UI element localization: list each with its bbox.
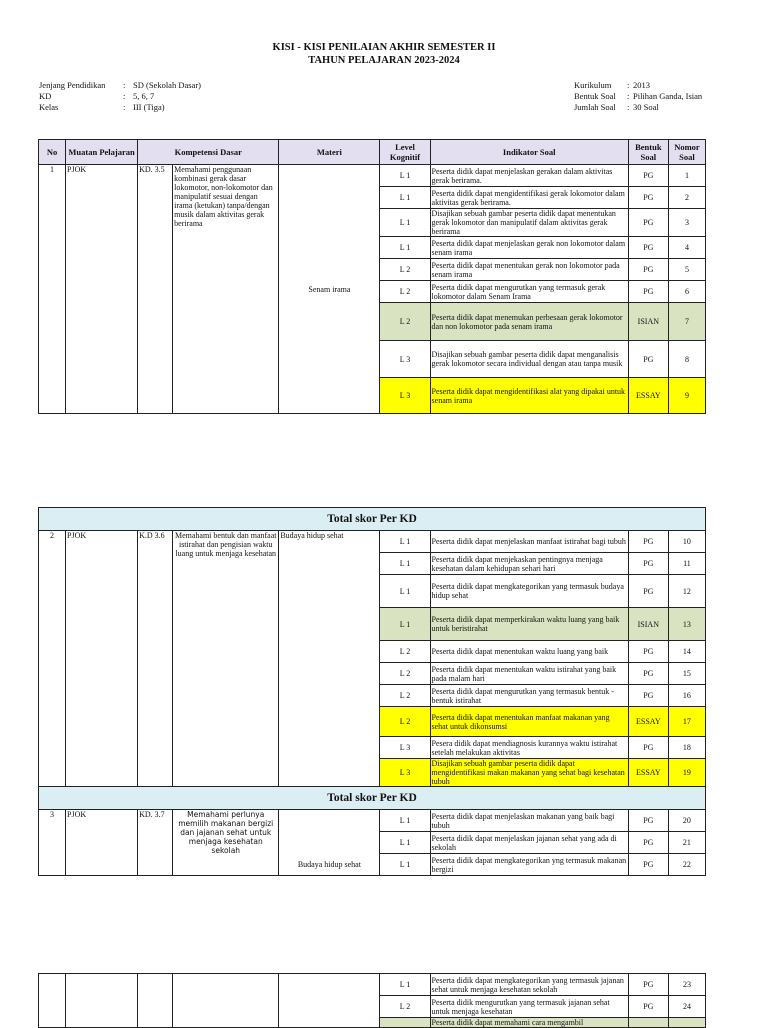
meta-row-kurikulum bbox=[574, 80, 702, 91]
row-no: 2 bbox=[39, 531, 66, 787]
col-header-indikator: Indikator Soal bbox=[430, 140, 628, 165]
row-nomor: 8 bbox=[668, 341, 705, 378]
row-indikator: Peserta didik dapat mengkategorikan yang termasuk jajanan sehat untuk menjaga kesehatan sekolah bbox=[430, 974, 628, 996]
total-skor-label: Total skor Per KD bbox=[39, 508, 706, 531]
row-level: L 2 bbox=[380, 685, 430, 707]
meta-value: III (Tiga) bbox=[133, 102, 165, 112]
meta-value: 30 Soal bbox=[633, 102, 659, 112]
row-bentuk: ESSAY bbox=[628, 707, 668, 737]
row-kd-code-empty bbox=[138, 974, 173, 1028]
table-row bbox=[39, 531, 706, 553]
row-materi: Senam irama bbox=[279, 165, 380, 414]
row-bentuk bbox=[628, 1018, 668, 1028]
row-indikator: Peserta didik dapat menentukan waktu luang yang baik bbox=[430, 641, 628, 663]
row-indikator: Peserta didik dapat memperkirakan waktu luang yang baik untuk beristirahat bbox=[430, 608, 628, 641]
row-muatan-empty bbox=[66, 974, 138, 1028]
meta-value: Pilihan Ganda, Isian bbox=[633, 91, 703, 101]
row-nomor: 15 bbox=[668, 663, 705, 685]
meta-sep: : bbox=[627, 91, 630, 101]
row-nomor: 6 bbox=[668, 281, 705, 303]
row-level: L 1 bbox=[380, 209, 430, 237]
meta-row-jumlah-soal bbox=[574, 102, 702, 113]
row-materi: Budaya hidup sehat bbox=[279, 531, 380, 787]
row-indikator: Peserta didik dapat mengidentifikasi alat yang dipakai untuk senam irama bbox=[430, 378, 628, 414]
meta-row-jenjang bbox=[39, 80, 201, 91]
row-level: L 1 bbox=[380, 974, 430, 996]
table-row bbox=[39, 974, 706, 996]
row-level: L 2 bbox=[380, 303, 430, 341]
meta-sep: : bbox=[627, 80, 630, 90]
row-indikator: Disajikan sebuah gambar peserta didik dapat menganalisis gerak lokomotor secara individual dengan atau tanpa musik bbox=[430, 341, 628, 378]
row-indikator: Peserta didik dapat mengkategorikan yng termasuk makanan bergizi bbox=[430, 854, 628, 876]
col-header-nomor: Nomor Soal bbox=[668, 140, 705, 165]
table-row bbox=[39, 165, 706, 187]
row-kd-text: Memahami perlunya memilih makanan bergizi dan jajanan sehat untuk menjaga kesehatan sekolah bbox=[173, 810, 279, 876]
row-level: L 1 bbox=[380, 531, 430, 553]
row-indikator: Peserta didik dapat menjelaskan makanan yang baik bagi tubuh bbox=[430, 810, 628, 832]
meta-value: SD (Sekolah Dasar) bbox=[133, 80, 201, 90]
row-bentuk: PG bbox=[628, 187, 668, 209]
row-indikator: Peserta didik dapat menjelaskan gerak non lokomotor dalam senam irama bbox=[430, 237, 628, 259]
row-nomor: 16 bbox=[668, 685, 705, 707]
meta-row-kd bbox=[39, 91, 201, 102]
row-nomor: 17 bbox=[668, 707, 705, 737]
row-level: L 1 bbox=[380, 165, 430, 187]
kisi-table-section-2-3 bbox=[38, 507, 706, 876]
row-nomor: 22 bbox=[668, 854, 705, 876]
total-row bbox=[39, 508, 706, 531]
row-indikator: Peserta didik mengurutkan yang termasuk jajanan sehat untuk menjaga kesehatan bbox=[430, 996, 628, 1018]
row-indikator: Peserta didik dapat mengurutkan yang termasuk bentuk -bentuk istirahat bbox=[430, 685, 628, 707]
row-bentuk: PG bbox=[628, 685, 668, 707]
row-level: L 1 bbox=[380, 854, 430, 876]
row-bentuk: ESSAY bbox=[628, 378, 668, 414]
col-header-kompetensi: Kompetensi Dasar bbox=[138, 140, 279, 165]
row-bentuk: PG bbox=[628, 209, 668, 237]
row-kd-code: KD. 3.7 bbox=[138, 810, 173, 876]
row-indikator: Peserta didik dapat menjelaskan gerakan dalam aktivitas gerak berirama. bbox=[430, 165, 628, 187]
row-level: L 1 bbox=[380, 575, 430, 608]
meta-sep: : bbox=[627, 102, 630, 112]
col-header-materi: Materi bbox=[279, 140, 380, 165]
kisi-table-continuation bbox=[38, 973, 706, 1028]
row-nomor bbox=[668, 1018, 705, 1028]
row-bentuk: PG bbox=[628, 259, 668, 281]
row-indikator: Peserta didik dapat menemukan perbesaan gerak lokomotor dan non lokomotor pada senam irama bbox=[430, 303, 628, 341]
row-bentuk: PG bbox=[628, 531, 668, 553]
meta-value: 2013 bbox=[633, 80, 650, 90]
row-indikator: Peserta didik dapat menentukan manfaat makanan yang sehat untuk dikonsumsi bbox=[430, 707, 628, 737]
row-nomor: 21 bbox=[668, 832, 705, 854]
row-nomor: 11 bbox=[668, 553, 705, 575]
row-bentuk: ISIAN bbox=[628, 303, 668, 341]
row-materi-empty bbox=[279, 974, 380, 1028]
row-kd-code: KD. 3.5 bbox=[138, 165, 173, 414]
row-level: L 2 bbox=[380, 663, 430, 685]
row-bentuk: PG bbox=[628, 237, 668, 259]
row-bentuk: ESSAY bbox=[628, 759, 668, 787]
meta-sep: : bbox=[123, 80, 126, 90]
meta-row-bentuk-soal bbox=[574, 91, 702, 102]
row-nomor: 7 bbox=[668, 303, 705, 341]
meta-right bbox=[574, 80, 702, 113]
row-indikator: Pesera didik dapat mendiagnosis kurannya waktu istirahat setelah melakukan aktivitas bbox=[430, 737, 628, 759]
meta-label: Kurikulum bbox=[574, 80, 612, 90]
row-muatan: PJOK bbox=[66, 531, 138, 787]
kisi-table-section-1 bbox=[38, 139, 706, 414]
row-level: L 1 bbox=[380, 187, 430, 209]
row-indikator: Peserta didik dapat mengidentifikasi gerak lokomotor dalam aktivitas gerak berirama. bbox=[430, 187, 628, 209]
meta-sep: : bbox=[123, 102, 126, 112]
total-skor-label: Total skor Per KD bbox=[39, 787, 706, 810]
col-header-bentuk: Bentuk Soal bbox=[628, 140, 668, 165]
row-indikator: Peserta didik dapat menentukan gerak non lokomotor pada senam irama bbox=[430, 259, 628, 281]
row-bentuk: PG bbox=[628, 341, 668, 378]
row-indikator: Peserta didik dapat memahami cara mengambil bbox=[430, 1018, 628, 1028]
meta-value: 5, 6, 7 bbox=[133, 91, 155, 101]
table-row bbox=[39, 810, 706, 832]
meta-label: Jenjang Pendidikan bbox=[39, 80, 106, 90]
row-level: L 1 bbox=[380, 832, 430, 854]
row-bentuk: PG bbox=[628, 165, 668, 187]
meta-label: Bentuk Soal bbox=[574, 91, 616, 101]
row-indikator: Peserta didik dapat menentukan waktu istirahat yang baik pada malam hari bbox=[430, 663, 628, 685]
row-bentuk: PG bbox=[628, 281, 668, 303]
row-indikator: Peserta didik dapat mengkategorikan yang termasuk budaya hidup sehat bbox=[430, 575, 628, 608]
row-level: L 2 bbox=[380, 996, 430, 1018]
row-bentuk: PG bbox=[628, 641, 668, 663]
row-nomor: 19 bbox=[668, 759, 705, 787]
row-nomor: 20 bbox=[668, 810, 705, 832]
row-bentuk: PG bbox=[628, 737, 668, 759]
row-nomor: 5 bbox=[668, 259, 705, 281]
row-bentuk: ISIAN bbox=[628, 608, 668, 641]
row-nomor: 4 bbox=[668, 237, 705, 259]
col-header-no: No bbox=[39, 140, 66, 165]
row-nomor: 23 bbox=[668, 974, 705, 996]
row-nomor: 3 bbox=[668, 209, 705, 237]
row-level: L 3 bbox=[380, 737, 430, 759]
row-indikator: Disajikan sebuah gambar peserta didik dapat menentukan gerak lokomotor dan manipulatif dalam aktivitas gerak berirama bbox=[430, 209, 628, 237]
row-level: L 3 bbox=[380, 378, 430, 414]
row-nomor: 18 bbox=[668, 737, 705, 759]
row-level: L 1 bbox=[380, 237, 430, 259]
row-materi: Budaya hidup sehat bbox=[279, 810, 380, 876]
row-kd-text-empty bbox=[173, 974, 279, 1028]
row-indikator: Peserta didik dapat menjelaskan jajanan sehat yang ada di sekolah bbox=[430, 832, 628, 854]
meta-label: KD bbox=[39, 91, 52, 101]
row-nomor: 9 bbox=[668, 378, 705, 414]
row-level: L 1 bbox=[380, 810, 430, 832]
row-bentuk: PG bbox=[628, 663, 668, 685]
row-nomor: 2 bbox=[668, 187, 705, 209]
row-bentuk: PG bbox=[628, 854, 668, 876]
row-bentuk: PG bbox=[628, 553, 668, 575]
row-level: L 3 bbox=[380, 759, 430, 787]
row-nomor: 13 bbox=[668, 608, 705, 641]
row-level: L 2 bbox=[380, 281, 430, 303]
row-bentuk: PG bbox=[628, 974, 668, 996]
row-kd-text: Memahami bentuk dan manfaat istirahat dan pengisian waktu luang untuk menjaga kesehatan bbox=[173, 531, 279, 787]
row-no: 3 bbox=[39, 810, 66, 876]
row-kd-code: K.D 3.6 bbox=[138, 531, 173, 787]
col-header-muatan: Muatan Pelajaran bbox=[66, 140, 138, 165]
total-row bbox=[39, 787, 706, 810]
row-nomor: 24 bbox=[668, 996, 705, 1018]
row-muatan: PJOK bbox=[66, 810, 138, 876]
row-indikator: Peserta didik dapat menjelaskan manfaat istirahat bagi tubuh bbox=[430, 531, 628, 553]
row-nomor: 10 bbox=[668, 531, 705, 553]
row-level: L 2 bbox=[380, 259, 430, 281]
row-bentuk: PG bbox=[628, 996, 668, 1018]
row-nomor: 12 bbox=[668, 575, 705, 608]
row-muatan: PJOK bbox=[66, 165, 138, 414]
meta-sep: : bbox=[123, 91, 126, 101]
row-level: L 2 bbox=[380, 707, 430, 737]
table-header-row bbox=[39, 140, 706, 165]
row-no-empty bbox=[39, 974, 66, 1028]
meta-left bbox=[39, 80, 201, 113]
row-bentuk: PG bbox=[628, 575, 668, 608]
row-indikator: Peserta didik dapat mengurutkan yang termasuk gerak lokomotor dalam Senam Irama bbox=[430, 281, 628, 303]
row-kd-text: Memahami penggunaan kombinasi gerak dasar lokomotor, non-lokomotor dan manipulatif sesuai dengan irama (ketukan) tanpa/dengan musik dalam aktivitas gerak berirama bbox=[173, 165, 279, 414]
row-indikator: Peserta didik dapat menjekaskan pentingnya menjaga kesehatan dalam kehidupan sehari hari bbox=[430, 553, 628, 575]
row-level: L 1 bbox=[380, 608, 430, 641]
row-nomor: 1 bbox=[668, 165, 705, 187]
row-no: 1 bbox=[39, 165, 66, 414]
row-bentuk: PG bbox=[628, 810, 668, 832]
meta-label: Kelas bbox=[39, 102, 59, 112]
document-subtitle: TAHUN PELAJARAN 2023-2024 bbox=[308, 55, 460, 66]
row-level bbox=[380, 1018, 430, 1028]
row-level: L 3 bbox=[380, 341, 430, 378]
row-nomor: 14 bbox=[668, 641, 705, 663]
col-header-level: Level Kognitif bbox=[380, 140, 430, 165]
row-level: L 2 bbox=[380, 641, 430, 663]
row-bentuk: PG bbox=[628, 832, 668, 854]
meta-row-kelas bbox=[39, 102, 201, 113]
row-level: L 1 bbox=[380, 553, 430, 575]
meta-label: Jumlah Soal bbox=[574, 102, 616, 112]
document-title: KISI - KISI PENILAIAN AKHIR SEMESTER II bbox=[272, 42, 496, 53]
row-indikator: Disajikan sebuah gambar peserta didik dapat mengidentifikasi makan makanan yang sehat bagi kesehatan tubuh bbox=[430, 759, 628, 787]
